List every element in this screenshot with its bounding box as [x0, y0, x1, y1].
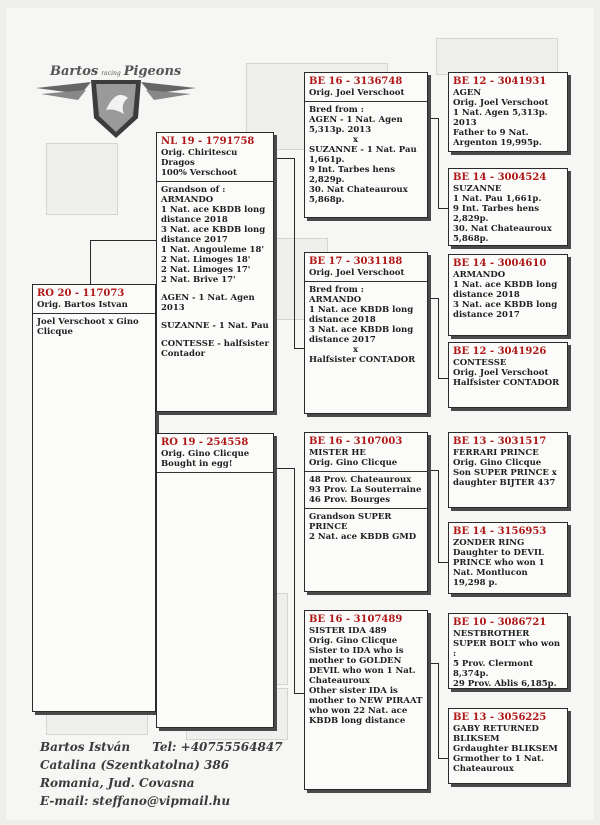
detail-line: 48 Prov. Chateauroux [309, 475, 412, 485]
pedigree-sheet [6, 8, 594, 820]
dam-sire-box [304, 432, 428, 592]
note: Bought in egg! [161, 459, 233, 469]
detail-line: Father to 9 Nat. Argenton 19,995p. [453, 128, 542, 148]
detail-line: Sister to IDA who is mother to GOLDEN DEVIL who won 1 Nat. Chateauroux [309, 646, 416, 686]
connector-line [438, 298, 439, 378]
detail-line: 46 Prov. Bourges [309, 495, 390, 505]
pigeon-name: FERRARI PRINCE [453, 448, 539, 458]
ring-number: BE 16 - 3107003 [309, 436, 403, 447]
dam-box [156, 433, 274, 728]
detail-line: x [353, 135, 359, 145]
ring-number: BE 12 - 3041926 [453, 346, 547, 357]
pigeon-name: AGEN [453, 88, 482, 98]
connector-line [438, 378, 448, 379]
connector-line [274, 158, 294, 159]
connector-line [438, 758, 448, 759]
connector-line [438, 663, 439, 758]
pigeon-name: ZONDER RING [453, 538, 525, 548]
origin: Orig. Gino Clicque [309, 636, 398, 646]
connector-line [438, 118, 439, 208]
detail-line: Halfsister CONTADOR [309, 355, 416, 365]
contact-name-row [40, 738, 340, 756]
ring-number: RO 19 - 254558 [161, 437, 249, 448]
detail-line: x [353, 345, 359, 355]
detail-line: 9 Int. Tarbes hens 2,829p. [309, 165, 396, 185]
detail-line: 1 Nat. Agen 5,313p. 2013 [453, 108, 548, 128]
ancestor-box-gaby [448, 708, 568, 784]
detail-line: Other sister IDA is mother to NEW PIRAAT who won 22 Nat. ace KBDB long distance [309, 686, 423, 726]
connector-line [294, 468, 295, 693]
connector-line [428, 298, 438, 299]
connector-line [438, 470, 439, 562]
detail-line: 1 Nat. Angouleme 18' [161, 245, 264, 255]
pigeon-name: ARMANDO [453, 270, 506, 280]
connector-line [428, 118, 438, 119]
ancestor-box-zonder-ring [448, 522, 568, 594]
divider [305, 281, 427, 282]
logo-title [50, 64, 190, 79]
divider [305, 101, 427, 102]
origin: Orig. Gino Clicque [453, 458, 542, 468]
ring-number: BE 14 - 3004610 [453, 258, 547, 269]
ring-number: BE 10 - 3086721 [453, 617, 547, 628]
logo-title-small: racing [101, 70, 121, 77]
detail-line: Grandson SUPER PRINCE [309, 512, 392, 532]
connector-line [274, 468, 294, 469]
spacer [161, 331, 269, 339]
pigeon-name: NESTBROTHER SUPER BOLT who won : [453, 629, 561, 659]
spacer [161, 285, 269, 293]
email[interactable]: E-mail: steffano@vipmail.hu [40, 794, 231, 808]
connector-line [438, 562, 448, 563]
origin: Orig. Joel Verschoot [309, 268, 405, 278]
detail-line: 1 Nat. Pau 1,661p. [453, 194, 542, 204]
logo-title-right: Pigeons [123, 64, 182, 79]
detail-line: 2 Nat. Brive 17' [161, 275, 236, 285]
divider [305, 471, 427, 472]
detail-line: 3 Nat. ace KBDB long distance 2017 [161, 225, 266, 245]
detail-line: 2 Nat. ace KBDB GMD [309, 532, 417, 542]
ancestor-box-ferrari-prince [448, 432, 568, 508]
connector-line [90, 240, 91, 290]
detail-line: SUZANNE - 1 Nat. Pau [161, 321, 269, 331]
ring-number: BE 13 - 3031517 [453, 436, 547, 447]
detail-line: AGEN - 1 Nat. Agen 5,313p. 2013 [309, 115, 403, 135]
owner-name: Bartos István [40, 740, 131, 754]
origin: Orig. Chiritescu Dragos [161, 148, 238, 168]
divider [305, 508, 427, 509]
ring-number: BE 13 - 3056225 [453, 712, 547, 723]
detail-line: 3 Nat. ace KBDB long distance 2017 [309, 325, 414, 345]
address-line: Catalina (Szentkatolna) 386 [40, 758, 230, 772]
spacer [161, 313, 269, 321]
detail-line: 30. Nat Chateauroux 5,868p. [453, 224, 552, 244]
ancestor-box-nestbrother [448, 613, 568, 689]
connector-line [438, 208, 448, 209]
address-line: Romania, Jud. Covasna [40, 776, 195, 790]
telephone: Tel: +40755564847 [152, 740, 283, 754]
contact-block [40, 738, 340, 810]
sire-sire-box [304, 72, 428, 218]
ancestor-box-contesse [448, 342, 568, 408]
detail-line: Grdaughter BLIKSEM [453, 744, 558, 754]
connector-line [294, 158, 295, 348]
detail-line: Halfsister CONTADOR [453, 378, 560, 388]
origin: Orig. Joel Verschoot [309, 88, 405, 98]
detail-line: ARMANDO [161, 195, 214, 205]
pigeon-name: CONTESSE [453, 358, 507, 368]
detail-line: CONTESSE - halfsister Contador [161, 339, 269, 359]
origin: Orig. Gino Clicque [309, 458, 398, 468]
ring-number: BE 14 - 3156953 [453, 526, 547, 537]
detail-line: 1 Nat. ace KBDB long distance 2018 [161, 205, 266, 225]
detail-line: Bred from : [309, 285, 364, 295]
detail-line: 3 Nat. ace KBDB long distance 2017 [453, 300, 558, 320]
origin-percent: 100% Verschoot [161, 168, 237, 178]
detail-line: 2 Nat. Limoges 18' [161, 255, 251, 265]
detail-line: 1 Nat. ace KBDB long distance 2018 [453, 280, 558, 300]
ring-number: BE 14 - 3004524 [453, 172, 547, 183]
ring-number: NL 19 - 1791758 [161, 136, 255, 147]
pigeon-name: MISTER HE [309, 448, 366, 458]
sire-box [156, 132, 274, 412]
detail-line: 9 Int. Tarbes hens 2,829p. [453, 204, 540, 224]
origin: Orig. Gino Clicque [161, 449, 250, 459]
detail-line: Daughter to DEVIL PRINCE who won 1 Nat. Montlucon 19,298 p. [453, 548, 545, 588]
subject-box [32, 284, 156, 712]
ring-number: BE 16 - 3107489 [309, 614, 403, 625]
detail-line: Son SUPER PRINCE x daughter BIJTER 437 [453, 468, 557, 488]
detail-line: ARMANDO [309, 295, 362, 305]
detail-line: 29 Prov. Ablis 6,185p. [453, 679, 557, 689]
sire-dam-box [304, 252, 428, 414]
detail-line: Bred from : [309, 105, 364, 115]
detail-line: 30. Nat Chateauroux 5,868p. [309, 185, 408, 205]
detail-line: Grandson of : [161, 185, 226, 195]
detail-line: Grmother to 1 Nat. Chateauroux [453, 754, 544, 774]
ghost-box [46, 143, 118, 215]
origin: Orig. Bartos Istvan [37, 300, 128, 310]
detail-line: 93 Prov. La Souterraine [309, 485, 422, 495]
detail-line: 2 Nat. Limoges 17' [161, 265, 251, 275]
ghost-box [436, 38, 558, 75]
origin: Orig. Joel Verschoot [453, 98, 549, 108]
detail-line: 1 Nat. ace KBDB long distance 2018 [309, 305, 414, 325]
ancestor-box-suzanne [448, 168, 568, 246]
divider [33, 313, 155, 314]
pigeon-name: SUZANNE [453, 184, 502, 194]
detail-line: SUZANNE - 1 Nat. Pau 1,661p. [309, 145, 417, 165]
ring-number: BE 12 - 3041931 [453, 76, 547, 87]
ring-number: BE 17 - 3031188 [309, 256, 403, 267]
connector-line [428, 663, 438, 664]
detail-line: 5 Prov. Clermont 8,374p. [453, 659, 534, 679]
pigeon-name: GABY RETURNED BLIKSEM [453, 724, 539, 744]
connector-line [90, 240, 158, 241]
ancestor-box-armando [448, 254, 568, 336]
pigeon-name: SISTER IDA 489 [309, 626, 387, 636]
logo-title-left: Bartos [50, 64, 99, 79]
ring-number: RO 20 - 117073 [37, 288, 125, 299]
detail-line: AGEN - 1 Nat. Agen 2013 [161, 293, 255, 313]
cross: Joel Verschoot x Gino Clicque [37, 317, 139, 337]
connector-line [428, 470, 438, 471]
origin: Orig. Joel Verschoot [453, 368, 549, 378]
divider [157, 472, 273, 473]
ancestor-box-agen [448, 72, 568, 152]
ring-number: BE 16 - 3136748 [309, 76, 403, 87]
divider [157, 181, 273, 182]
